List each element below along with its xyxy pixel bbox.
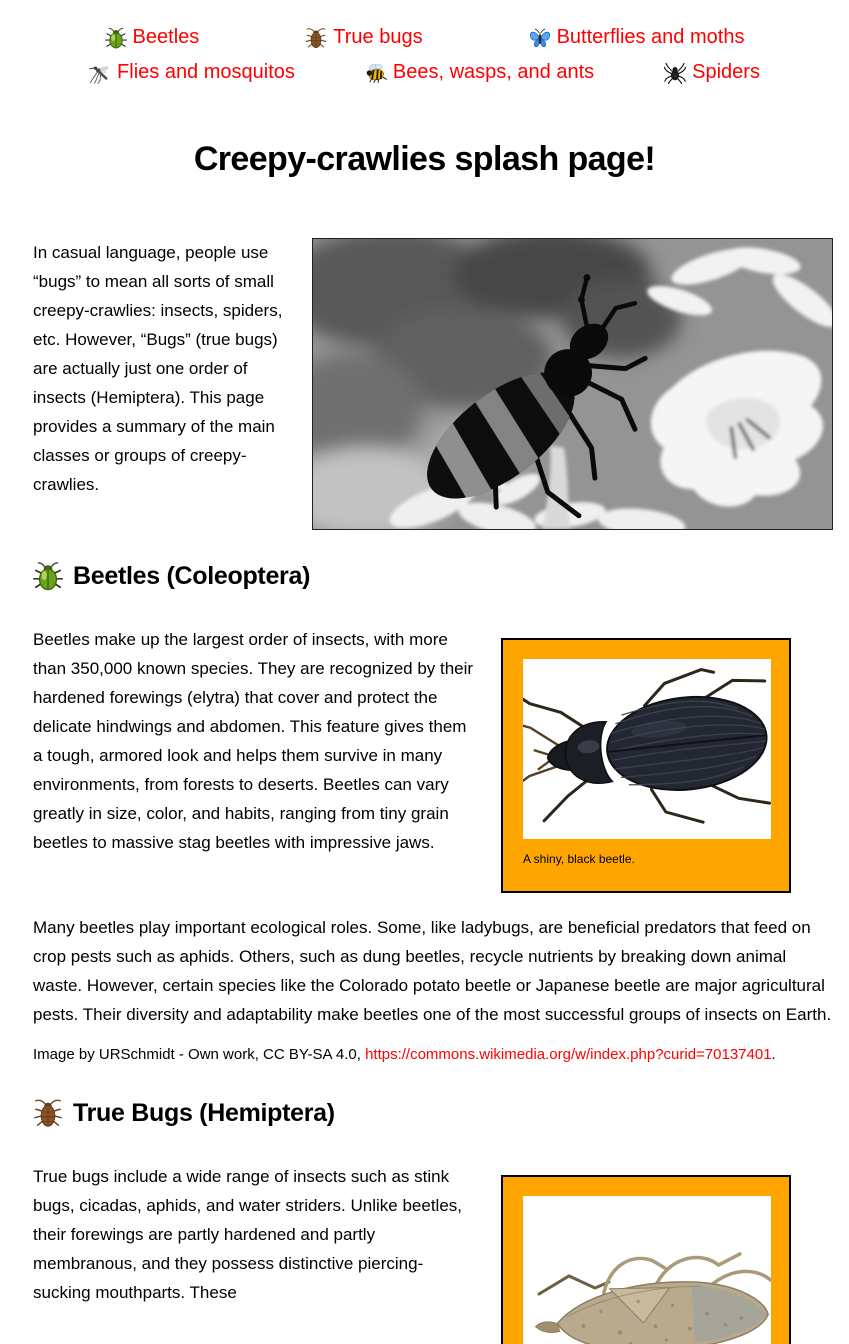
nav-link-label: Flies and mosquitos <box>117 61 295 83</box>
spider-icon <box>664 62 686 84</box>
truebugs-paragraph-1: True bugs include a wide range of insects such as stink bugs, cicadas, aphids, and water striders. Unlike beetles, their forewings are partly hardened and partly membranous, and they possess distinctive piercing-sucking mouthparts. These <box>33 1167 463 1302</box>
nav-link-label: Bees, wasps, and ants <box>392 61 595 83</box>
nav-link-spiders[interactable] <box>664 61 760 84</box>
beetles-paragraph-2: Many beetles play important ecological roles. Some, like ladybugs, are beneficial predators that feed on crop pests such as aphids. Others, such as dung beetles, recycle nutrients by breaking down animal waste. However, certain species like the Colorado potato beetle or Japanese beetle are major agricultural pests. Their diversity and adaptability make beetles one of the most successful groups of insects on Earth. <box>33 918 832 1024</box>
stink-bug-image <box>523 1196 771 1344</box>
beetle-figure <box>501 638 791 893</box>
black-beetle-image <box>523 659 771 839</box>
beetles-section <box>33 625 833 893</box>
nav-link-beetles[interactable] <box>105 26 200 49</box>
beetle-on-flowers-photo <box>312 238 833 530</box>
nav-link-label: Spiders <box>692 61 760 83</box>
top-nav <box>0 0 849 90</box>
nav-link-flies[interactable] <box>89 61 295 84</box>
nav-link-label: Beetles <box>132 26 200 48</box>
nav-link-label: True bugs <box>333 26 423 48</box>
attribution-text: Image by URSchmidt - Own work, CC BY-SA 4.0, <box>33 1046 366 1063</box>
butterfly-icon <box>529 27 551 49</box>
image-attribution <box>33 1045 833 1065</box>
attribution-link[interactable]: https://commons.wikimedia.org/w/index.php?curid=70137401 <box>365 1046 772 1063</box>
beetles-heading <box>33 561 833 591</box>
bee-icon <box>365 62 387 84</box>
beetle-icon <box>105 27 127 49</box>
truebugs-heading-text: True Bugs (Hemiptera) <box>73 1098 335 1127</box>
nav-link-true-bugs[interactable] <box>305 26 422 49</box>
intro-section <box>33 238 833 530</box>
beetles-heading-text: Beetles (Coleoptera) <box>73 561 311 590</box>
nav-link-butterflies[interactable] <box>529 26 745 49</box>
page-title: Creepy-crawlies splash page! <box>193 140 656 178</box>
truebugs-heading <box>33 1098 833 1128</box>
beetles-paragraph-1: Beetles make up the largest order of insects, with more than 350,000 known species. They are recognized by their hardened forewings (elytra) that cover and protect the delicate hindwings and abdomen. This feature gives them a tough, armored look and helps them survive in many environments, from forests to deserts. Beetles can vary greatly in size, color, and habits, ranging from tiny grain beetles to massive stag beetles with impressive jaws. <box>33 630 474 852</box>
beetle-figure-caption: A shiny, black beetle. <box>523 852 635 866</box>
attribution-period: . <box>771 1046 776 1063</box>
cockroach-icon <box>305 27 327 49</box>
truebug-figure <box>501 1175 791 1344</box>
beetle-icon <box>33 561 63 591</box>
intro-paragraph: In casual language, people use “bugs” to mean all sorts of small creepy-crawlies: insects, spiders, etc. However, “Bugs” (true bugs) are actually just one order of insects (Hemiptera). This page provides a summary of the main classes or groups of creepy-crawlies. <box>33 243 283 494</box>
truebugs-section <box>33 1162 833 1344</box>
nav-link-label: Butterflies and moths <box>556 26 745 48</box>
nav-row-2 <box>0 55 849 90</box>
nav-row-1 <box>0 20 849 55</box>
nav-link-bees[interactable] <box>365 61 594 84</box>
cockroach-icon <box>33 1098 63 1128</box>
mosquito-icon <box>89 62 111 84</box>
